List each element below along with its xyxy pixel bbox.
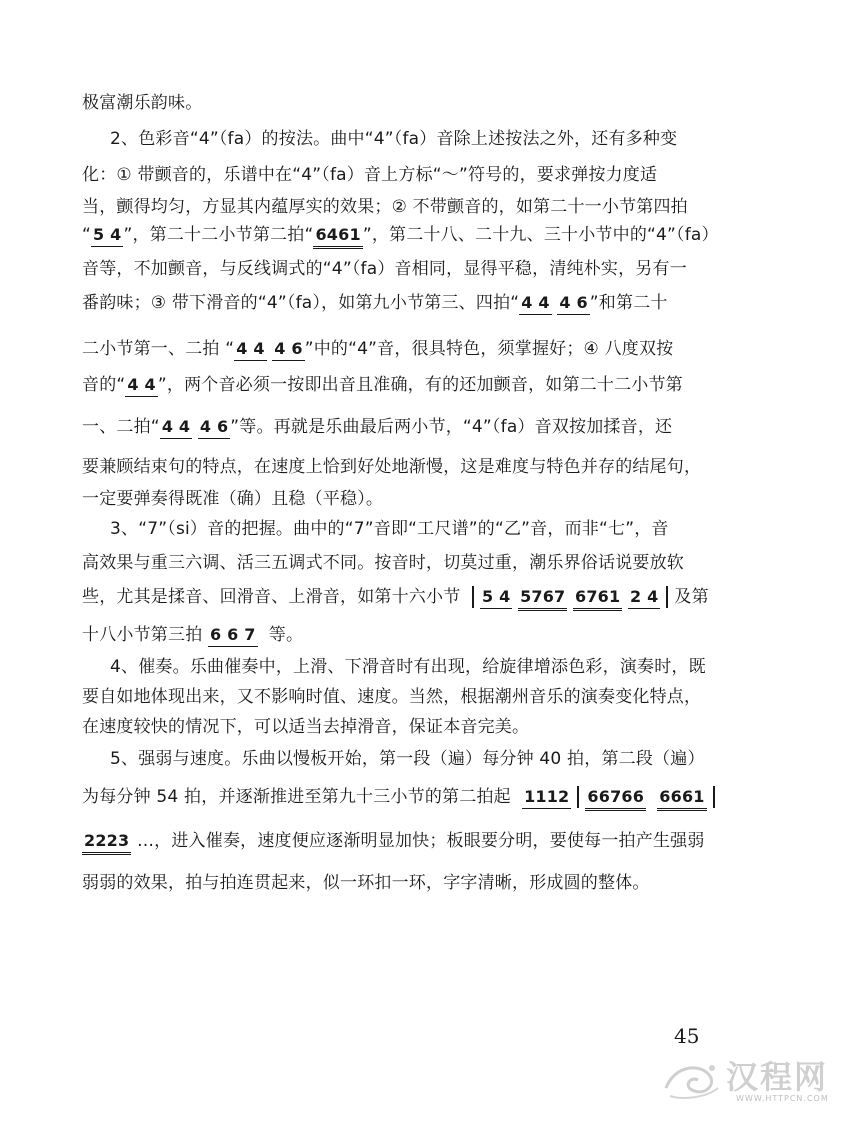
music-notation: 4 6 bbox=[198, 416, 230, 439]
text-line: 当，颤得均匀，方显其内蕴厚实的效果；② 不带颤音的，如第二十一小节第四拍 bbox=[82, 197, 688, 217]
text-line: 5、强弱与速度。乐曲以慢板开始，第一段（遍）每分钟 40 拍，第二段（遍） bbox=[110, 749, 705, 769]
music-notation: 4 6 bbox=[557, 292, 589, 315]
text-fragment: …，进入催奏，速度便应逐渐明显加快；板眼要分明，要使每一拍产生强弱 bbox=[136, 831, 705, 851]
text-line: 要自如地体现出来，又不影响时值、速度。当然，根据潮州音乐的演奏变化特点， bbox=[82, 687, 702, 707]
watermark bbox=[660, 1050, 840, 1110]
music-notation: 5 4 bbox=[91, 224, 123, 247]
text-line: 一定要弹奏得既准（确）且稳（平稳）。 bbox=[82, 489, 384, 509]
text-line-with-notation bbox=[82, 830, 705, 855]
text-line: 弱弱的效果，拍与拍连贯起来，似一环扣一环，字字清晰，形成圆的整体。 bbox=[82, 873, 650, 893]
bar-line bbox=[472, 586, 474, 608]
text-line-with-notation bbox=[82, 224, 719, 249]
music-notation: 6761 bbox=[573, 586, 622, 611]
music-notation: 2 4 bbox=[628, 586, 660, 609]
text-fragment: 及第 bbox=[674, 587, 709, 607]
text-fragment: ”，两个音必须一按即出音且准确，有的还加颤音，如第二十二小节第 bbox=[157, 375, 683, 395]
text-line-with-notation bbox=[82, 374, 683, 397]
text-fragment: 为每分钟 54 拍，并逐渐推进至第九十三小节的第二拍起 bbox=[82, 787, 511, 807]
text-line: 化：① 带颤音的，乐谱中在“4”（fa）音上方标“～”符号的，要求弹按力度适 bbox=[82, 165, 658, 185]
text-line: 高效果与重三六调、活三五调式不同。按音时，切莫过重，潮乐界俗话说要放软 bbox=[82, 553, 684, 573]
text-line-with-notation bbox=[82, 292, 668, 315]
text-line: 2、色彩音“4”（fa）的按法。曲中“4”（fa）音除上述按法之外，还有多种变 bbox=[110, 129, 678, 149]
watermark-url: WWW.HTTPCN.COM bbox=[736, 1094, 829, 1103]
swirl-logo-icon bbox=[660, 1058, 724, 1102]
music-notation: 1112 bbox=[522, 786, 571, 809]
music-notation: 4 4 bbox=[234, 338, 266, 361]
music-notation: 5767 bbox=[518, 586, 567, 611]
music-notation: 6661 bbox=[657, 786, 706, 811]
music-notation: 2223 bbox=[82, 830, 131, 855]
text-line-with-notation bbox=[82, 624, 303, 647]
bar-line bbox=[666, 586, 668, 608]
music-notation: 5 4 bbox=[480, 586, 512, 609]
bar-line bbox=[577, 786, 579, 808]
music-notation: 4 6 bbox=[272, 338, 304, 361]
text-line-with-notation bbox=[82, 586, 709, 611]
music-notation: 6461 bbox=[313, 224, 362, 249]
text-fragment: ”和第二十 bbox=[589, 293, 668, 313]
text-fragment: ”，第二十八、二十九、三十小节中的“4”（fa） bbox=[362, 225, 719, 245]
music-notation: 6 6 7 bbox=[208, 624, 258, 647]
bar-line bbox=[713, 786, 715, 808]
page-number: 45 bbox=[674, 1024, 700, 1048]
text-line-with-notation bbox=[82, 338, 673, 361]
text-line-with-notation bbox=[82, 786, 721, 811]
music-notation: 4 4 bbox=[519, 292, 551, 315]
text-fragment: 些，尤其是揉音、回滑音、上滑音，如第十六小节 bbox=[82, 587, 461, 607]
text-line: 4、催奏。乐曲催奏中，上滑、下滑音时有出现，给旋律增添色彩，演奏时，既 bbox=[110, 657, 706, 677]
text-line: 极富潮乐韵味。 bbox=[82, 93, 203, 113]
text-fragment: 十八小节第三拍 bbox=[82, 625, 203, 645]
text-line: 3、“7”（si）音的把握。曲中的“7”音即“工尺谱”的“乙”音，而非“七”，音 bbox=[110, 519, 669, 539]
text-fragment: 一、二拍“ bbox=[82, 417, 160, 437]
text-fragment: 等。 bbox=[268, 625, 304, 645]
music-notation: 66766 bbox=[585, 786, 646, 811]
music-notation: 4 4 bbox=[125, 374, 157, 397]
text-fragment: ”中的“4”音，很具特色，须掌握好；④ 八度双按 bbox=[304, 339, 674, 359]
text-line: 音等，不加颤音，与反线调式的“4”（fa）音相同，显得平稳，清纯朴实，另有一 bbox=[82, 259, 687, 279]
text-fragment: “ bbox=[82, 225, 92, 245]
text-line-with-notation bbox=[82, 416, 672, 439]
watermark-text: 汉程网 bbox=[726, 1058, 829, 1096]
text-fragment: 二小节第一、二拍 “ bbox=[82, 339, 235, 359]
text-line: 在速度较快的情况下，可以适当去掉滑音，保证本音完美。 bbox=[82, 717, 530, 737]
music-notation: 4 4 bbox=[160, 416, 192, 439]
text-line: 要兼顾结束句的特点，在速度上恰到好处地渐慢，这是难度与特色并存的结尾句， bbox=[82, 457, 702, 477]
text-fragment: ”等。再就是乐曲最后两小节，“4”（fa）音双按加揉音，还 bbox=[230, 417, 673, 437]
text-fragment: 音的“ bbox=[82, 375, 126, 395]
text-fragment: ”，第二十二小节第二拍“ bbox=[123, 225, 314, 245]
text-fragment: 番韵味；③ 带下滑音的“4”（fa），如第九小节第三、四拍“ bbox=[82, 293, 520, 313]
